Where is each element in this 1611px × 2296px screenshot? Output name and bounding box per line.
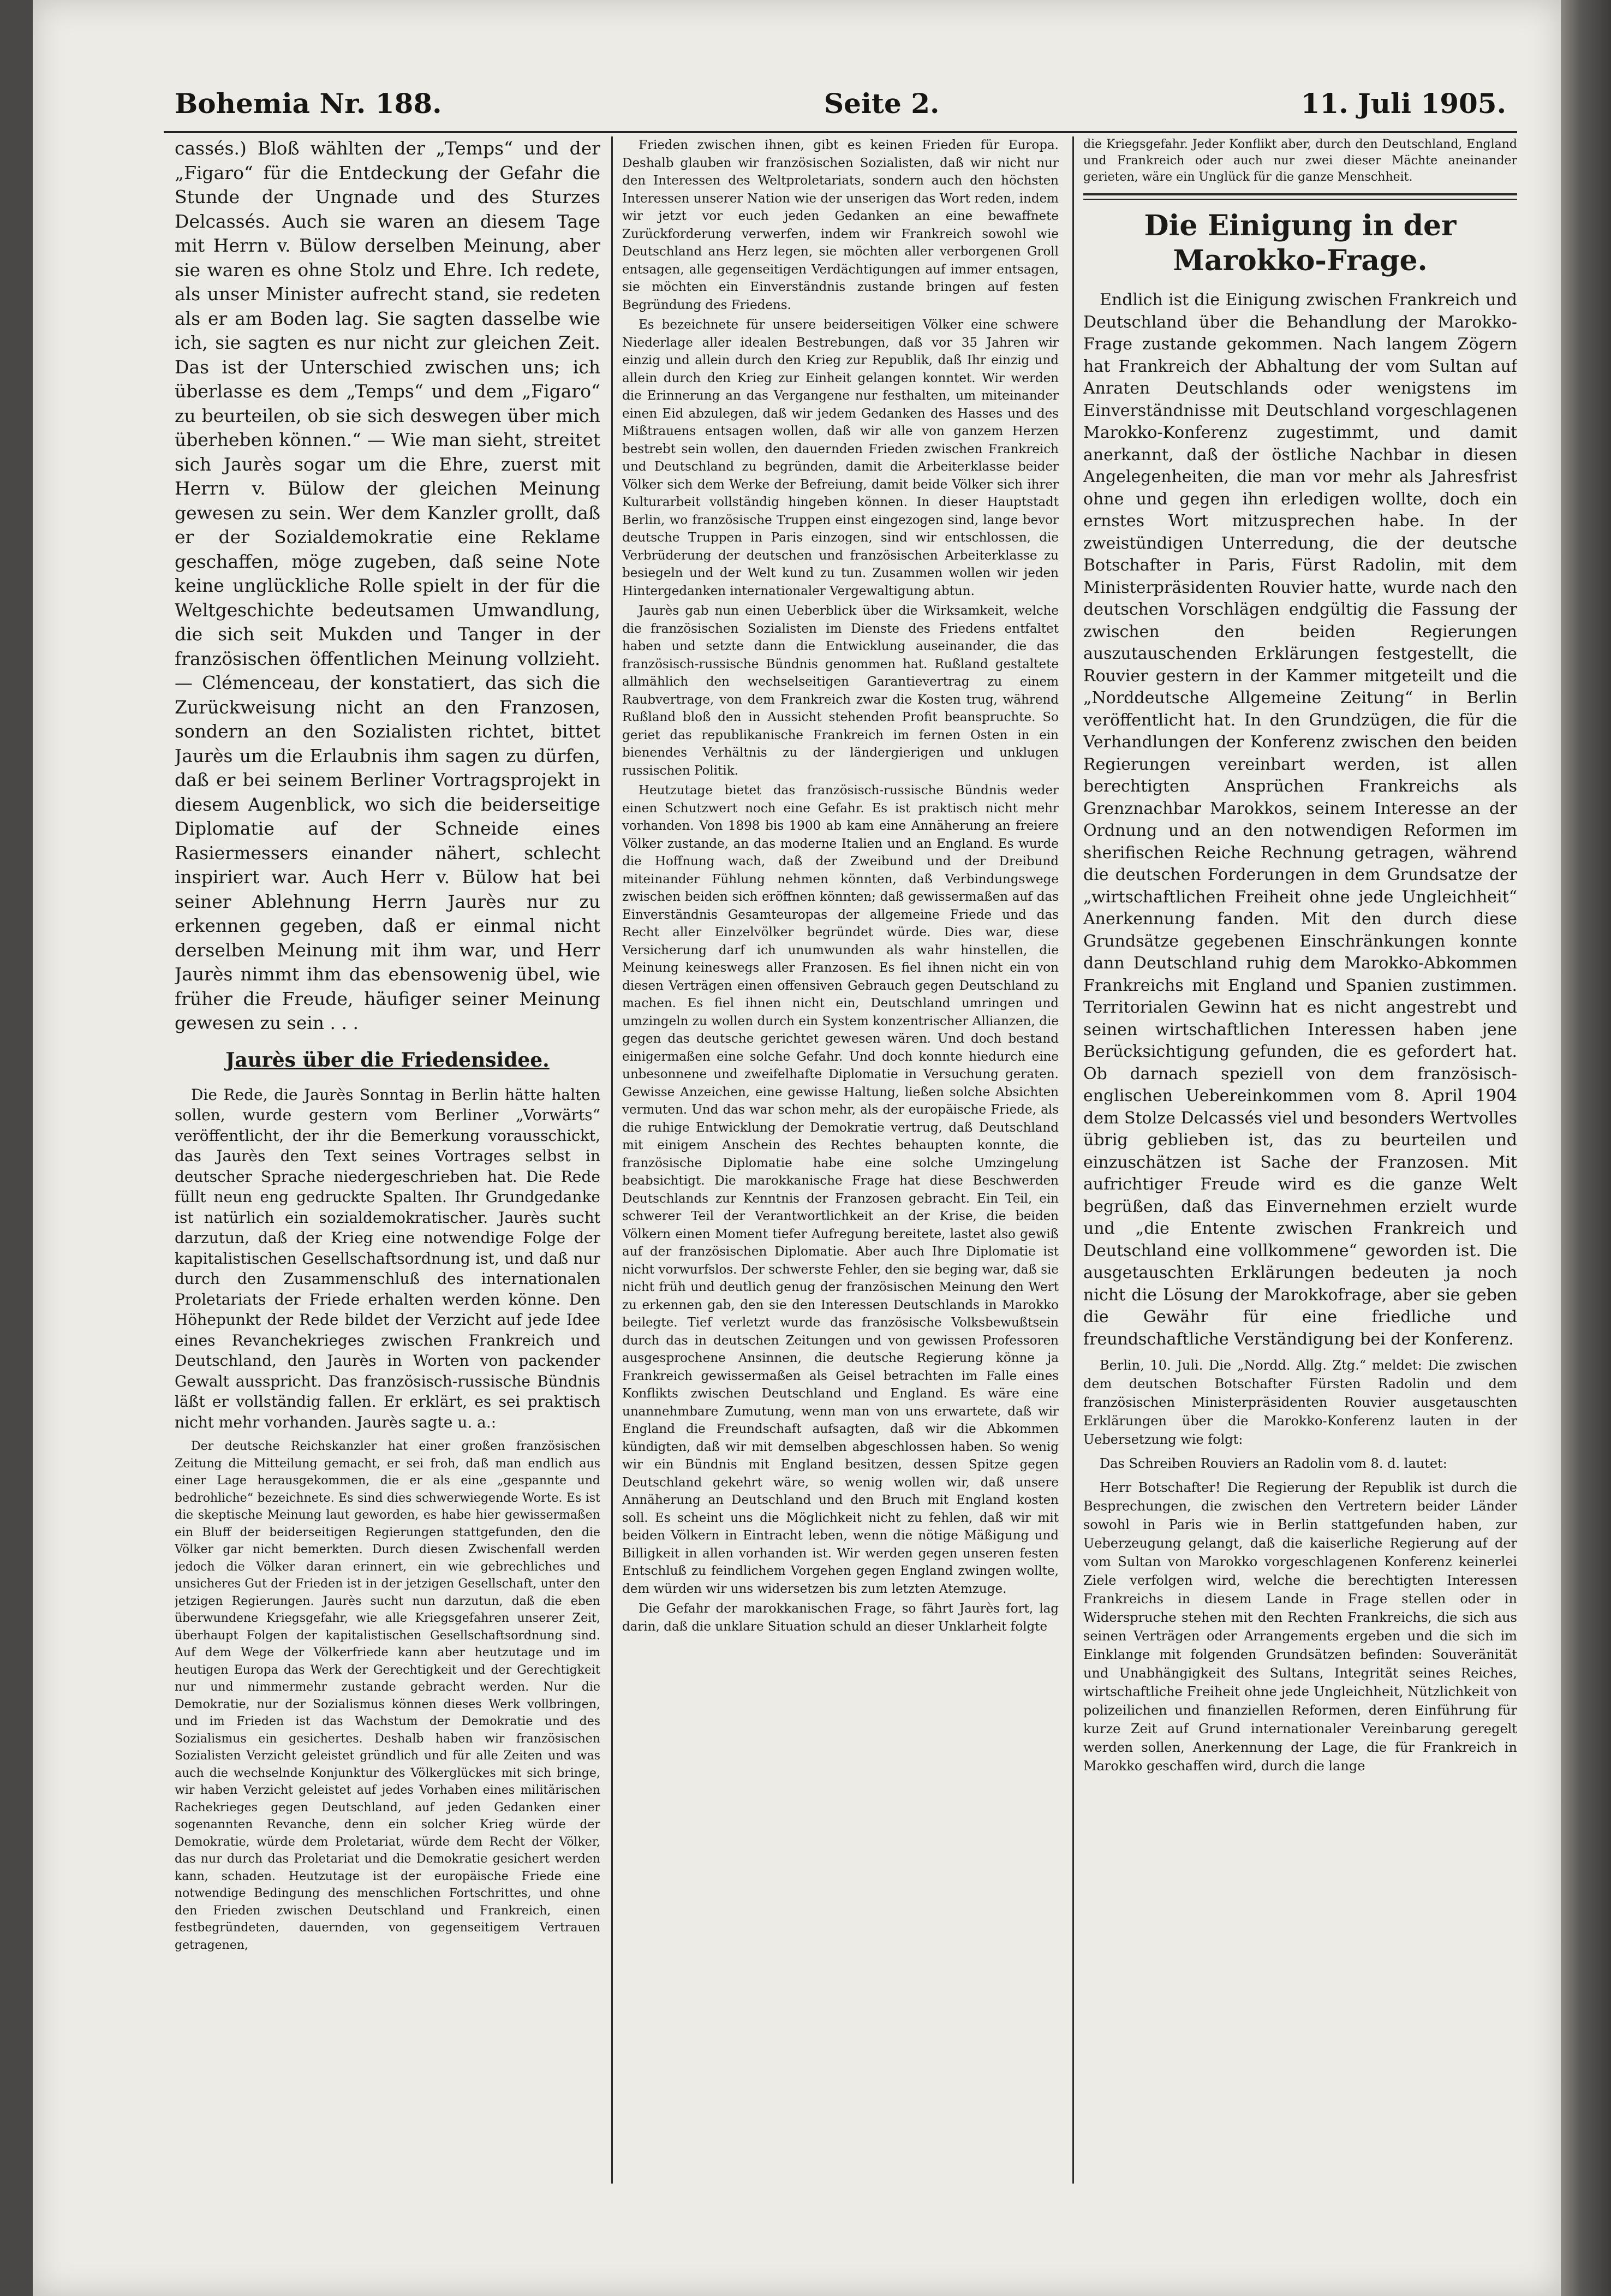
- page-edge-shadow: [1561, 0, 1611, 2296]
- paragraph: Frieden zwischen ihnen, gibt es keinen Frieden für Europa. Deshalb glauben wir französischen Sozialisten, daß wir nicht nur den Interessen des Weltproletariats, sondern auch den höchsten Interessen unserer Nation wie der unserigen das Wort reden, indem wir jetzt vor euch jeden Gedanken an eine bewaffnete Zurückforderung verwerfen, indem wir Frankreich sowohl wie Deutschland ans Herz legen, sie möchten aller verborgenen Groll entsagen, alle gegenseitigen Verdächtigungen auf immer entsagen, sie möchten ein Einverständnis zustande bringen auf festen Begründung des Friedens.: [622, 138, 1059, 312]
- paragraph: die Kriegsgefahr. Jeder Konflikt aber, durch den Deutschland, England und Frankreich oder auch nur zwei dieser Mächte aneinander gerieten, wäre ein Unglück für die ganze Menschheit.: [1083, 138, 1517, 184]
- article-continuation: [1083, 136, 1517, 186]
- paragraph: Jaurès gab nun einen Ueberblick über die Wirksamkeit, welche die französischen Sozialisten im Dienste des Friedens entfaltet haben und setzte dann die Entwicklung auseinander, die das französisch-russische Bündnis genommen hat. Rußland gestaltete allmählich den wechselseitigen Garantievertrag zu einem Raubvertrage, von dem Frankreich zwar die Kosten trug, während Rußland bloß den in Aussicht stehenden Profit beanspruchte. So geriet das republikanische Frankreich im fernen Osten in ein bienendes Verhältnis zu der ländergierigen und unklugen russischen Politik.: [622, 604, 1059, 778]
- issue-date: 11. Juli 1905.: [1300, 87, 1506, 120]
- column-rule-2: [1072, 136, 1074, 2184]
- column-1: [175, 136, 600, 2184]
- article-heading-jaures: Jaurès über die Friedensidee.: [225, 1048, 550, 1072]
- paragraph: Die Gefahr der marokkanischen Frage, so fährt Jaurès fort, lag darin, daß die unklare Situation schuld an dieser Unklarheit folgte: [622, 1602, 1059, 1634]
- page-header: [136, 82, 1517, 131]
- article-lead: [175, 1085, 600, 1433]
- issue-number: Bohemia Nr. 188.: [175, 87, 442, 120]
- speech-text: [175, 1438, 600, 1954]
- paragraph: Heutzutage bietet das französisch-russische Bündnis weder einen Schutzwert noch eine Gefahr. Es ist praktisch nicht mehr vorhanden. Von 1898 bis 1900 ab kam eine Annäherung an freiere Völker zustande, an das moderne Italien und an England. Es wurde die Hoffnung wach, daß der Zweibund und der Dreibund miteinander Fühlung nehmen könnten, daß Verbindungswege zwischen beiden sich eröffnen könnten; daß gewissermaßen auf das Einverständnis Gesamteuropas der allgemeine Friede und das Recht aller Einzelvölker begründet würde. Dies war, diese Versicherung darf ich unumwunden als wahr hinstellen, die Meinung keineswegs aller Franzosen. Es fiel ihnen nicht ein von diesen Verträgen einen offensiven Gebrauch gegen Deutschland zu machen. Es fiel ihnen nicht ein, Deutschland umringen und umzingeln zu wollen durch ein System konzentrischer Allianzen, die gegen das deutsche gerichtet gewesen wären. Und doch bestand einigermaßen eine solche Gefahr. Und doch konnte hiedurch eine unbesonnene und zweifelhafte Diplomatie in Versuchung geraten. Gewisse Anzeichen, eine gewisse Haltung, ließen solche Absichten vermuten. Und das war schon mehr, als der europäische Friede, als die ruhige Entwicklung der Demokratie vertrug, daß Deutschland mit einigem Anschein des Rechtes behaupten konnte, die französische Diplomatie habe eine solche Umzingelung beabsichtigt. Die marokkanische Frage hat diese Beschwerden Deutschlands zur Kenntnis der Franzosen gebracht. Ein Teil, ein schwerer Teil der Verantwortlichkeit an der Krise, die beiden Völkern einen Moment tiefer Aufregung bereitete, lastet also gewiß auf der französischen Diplomatie. Aber auch Ihre Diplomatie ist nicht vorwurfslos. Der schwerste Fehler, den sie beging war, daß sie nicht früh und deutlich genug der französischen Meinung den Wert zu erkennen gab, den sie den Interessen Deutschlands in Marokko beilegte. Tief verletzt wurde das französische Volksbewußtsein durch das in deutschen Zeitungen und von gewissen Professoren ausgesprochene Ansinnen, die deutsche Regierung könne ja Frankreich gewissermaßen als Geisel betrachten im Falle eines Konflikts zwischen Deutschland und England. Es wäre eine unannehmbare Zumutung, wenn man von uns erwartete, daß wir England die Freundschaft aufsagten, daß wir die Abkommen kündigten, daß wir mit demselben abgeschlossen haben. So wenig wir ein Bündnis mit England besitzen, dessen Spitze gegen Deutschland gekehrt wäre, so wenig wollen wir, daß unsere Annäherung an Deutschland und den Bruch mit England kosten soll. Es scheint uns die Möglichkeit nicht zu fehlen, daß wir mit beiden Völkern in Eintracht leben, wenn die nötige Mäßigung und Billigkeit in allen vorhanden ist. Wir werden gegen unseren festen Entschluß zu feindlichem Vorgehen gegen England zwingen wollte, dem würden wir uns widersetzen bis zum letzten Atemzuge.: [622, 783, 1059, 1596]
- paragraph: Der deutsche Reichskanzler hat einer großen französischen Zeitung die Mitteilung gemacht, er sei froh, daß man endlich aus einer Lage herausgekommen, die er als eine „gespannte und bedrohliche“ bezeichnete. Es sind dies schwerwiegende Worte. Es ist die skeptische Meinung laut geworden, es habe hier gewissermaßen ein Bluff der beiderseitigen Regierungen stattgefunden, den die Völker gar nicht bemerkten. Durch diesen Zwischenfall werden jedoch die Völker daran erinnert, ein wie gebrechliches und unsicheres Gut der Frieden ist in der jetzigen Gesellschaft, unter den jetzigen Regierungen. Jaurès sucht nun darzutun, daß die eben überwundene Kriegsgefahr, wie alle Kriegsgefahren unserer Zeit, überhaupt Folgen der kapitalistischen Gesellschaftsordnung sind. Auf dem Wege der Völkerfriede kann aber heutzutage und im heutigen Europa das Werk der Gerechtigkeit und der Gerechtigkeit nur und nimmermehr zustande gebracht werden. Nur die Demokratie, nur der Sozialismus können dieses Werk vollbringen, und im Frieden ist das Wachstum der Demokratie und des Sozialismus ein gesichertes. Deshalb haben wir französischen Sozialisten Verzicht geleistet gründlich und für alle Zeiten und was auch die wechselnde Konjunktur des Völkerglückes mit sich bringe, wir haben Verzicht geleistet auf jedes Vorhaben eines militärischen Rachekrieges gegen Deutschland, auf jeden Gedanken einer sogenannten Revanche, denn ein solcher Krieg würde der Demokratie, würde dem Proletariat, würde dem Recht der Völker, das nur durch das Proletariat und die Demokratie gesichert werden kann, schaden. Heutzutage ist der europäische Friede eine notwendige Bedingung des menschlichen Fortschrittes, und ohne den Frieden zwischen Deutschland und Frankreich, einen festbegründeten, dauernden, von gegenseitigem Vertrauen getragenen,: [175, 1440, 600, 1952]
- paragraph: Endlich ist die Einigung zwischen Frankreich und Deutschland über die Behandlung der Marokko-Frage zustande gekommen. Nach langem Zögern hat Frankreich der Abhaltung der vom Sultan auf Anraten Deutschlands oder wenigstens im Einverständnisse mit Deutschland vorgeschlagenen Marokko-Konferenz zugestimmt, und damit anerkannt, daß der östliche Nachbar in diesen Angelegenheiten, die man vor mehr als Jahresfrist ohne und gegen ihn erledigen wollte, doch ein ernstes Wort mitzusprechen habe. In der zweistündigen Unterredung, die der deutsche Botschafter in Paris, Fürst Radolin, mit dem Ministerpräsidenten Rouvier hatte, wurde nach den deutschen Vorschlägen endgültig die Fassung der zwischen den beiden Regierungen auszutauschenden Erklärungen festgestellt, die Rouvier gestern in der Kammer mitgeteilt und die „Norddeutsche Allgemeine Zeitung“ in Berlin veröffentlicht hat. In den Grundzügen, die für die Verhandlungen der Konferenz zwischen den beiden Regierungen vereinbart werden, ist allen berechtigten Ansprüchen Frankreichs als Grenznachbar Marokkos, seinem Interesse an der Ordnung und an den notwendigen Reformen im sherifischen Reiche Rechnung getragen, während die deutschen Forderungen in dem Grundsatze der „wirtschaftlichen Freiheit ohne jede Ungleichheit“ Anerkennung fanden. Mit den durch diese Grundsätze gegebenen Einschränkungen konnte dann Deutschland ruhig dem Marokko-Abkommen Frankreichs mit England und Spanien zustimmen. Territorialen Gewinn hat es nicht angestrebt und seinen wirtschaftlichen Interessen haben jene Berücksichtigung gefunden, die es gefordert hat. Ob darnach speziell von dem französisch-englischen Uebereinkommen vom 8. April 1904 dem Stolze Delcassés viel und besonders Wertvolles übrig geblieben ist, das zu beurteilen und einzuschätzen ist Sache der Franzosen. Mit aufrichtiger Freude wird es die ganze Welt begrüßen, daß das Einvernehmen erzielt wurde und „die Entente zwischen Frankreich und Deutschland eine vollkommene“ geworden ist. Die ausgetauschten Erklärungen bedeuten ja noch nicht die Lösung der Marokkofrage, aber sie geben die Gewähr für eine friedliche und freundschaftliche Verständigung bei der Konferenz.: [1083, 290, 1517, 1349]
- header-rule: [164, 131, 1517, 133]
- paragraph: Herr Botschafter! Die Regierung der Republik ist durch die Besprechungen, die zwischen den Vertretern beider Länder sowohl in Paris wie in Berlin stattgefunden haben, zur Ueberzeugung gelangt, daß die kaiserliche Regierung auf der vom Sultan von Marokko vorgeschlagenen Konferenz keinerlei Ziele verfolgen wird, welche die berechtigten Interessen Frankreichs in diesem Lande in Frage stellen oder in Widerspruche stehen mit den Rechten Frankreichs, die sich aus seinen Verträgen oder Arrangements ergeben und die sich im Einklange mit folgenden Grundsätzen befinden: Souveränität und Unabhängigkeit des Sultans, Integrität seines Reiches, wirtschaftliche Freiheit ohne jede Ungleichheit, Nützlichkeit von polizeilichen und finanziellen Reformen, deren Einführung für kurze Zeit auf Grund internationaler Vereinbarung geregelt werden sollen, Anerkennung der Lage, die für Frankreich in Marokko geschaffen wird, durch die lange: [1083, 1480, 1517, 1774]
- paragraph: Es bezeichnete für unsere beiderseitigen Völker eine schwere Niederlage aller idealen Bestrebungen, daß vor 35 Jahren wir einzig und allein durch den Krieg zur Republik, daß Ihr einzig und allein durch den Krieg zur Einheit gelangen konntet. Wir werden die Erinnerung an das Vergangene nur festhalten, um miteinander einen Eid abzulegen, daß wir jedem Gedanken des Hasses und des Mißtrauens entsagen wollen, daß wir alle von ganzem Herzen bestrebt sein wollen, den dauernden Frieden zwischen Frankreich und Deutschland zu begründen, damit die Arbeiterklasse beider Völker sich dem Werke der Befreiung, damit beide Völker sich ihrer Kulturarbeit vollständig hingeben können. In dieser Hauptstadt Berlin, wo französische Truppen einst eingezogen sind, lange bevor deutsche Truppen in Paris einzogen, sind wir entschlossen, die Verbrüderung der deutschen und französischen Arbeiterklasse zu besiegeln und der Welt kund zu tun. Zusammen wollen wir jeden Hintergedanken internationaler Vergewaltigung abtun.: [622, 318, 1059, 598]
- column-3: [1083, 136, 1517, 2184]
- paragraph: Berlin, 10. Juli. Die „Nordd. Allg. Ztg.“ meldet: Die zwischen dem deutschen Botschafter Fürsten Radolin und dem französischen Ministerpräsidenten Rouvier ausgetauschten Erklärungen über die Marokko-Konferenz lauten in der Uebersetzung wie folgt:: [1083, 1358, 1517, 1447]
- article-continuation: [175, 136, 600, 1036]
- article-heading-marokko: Die Einigung in der Marokko-Frage.: [1144, 209, 1457, 277]
- paragraph: Die Rede, die Jaurès Sonntag in Berlin hätte halten sollen, wurde gestern vom Berliner „Vorwärts“ veröffentlicht, der ihr die Bemerkung vorausschickt, das Jaurès den Text seines Vortrages selbst in deutscher Sprache niedergeschrieben hat. Die Rede füllt neun eng gedruckte Spalten. Ihr Grundgedanke ist natürlich ein sozialdemokratischer. Jaurès sucht darzutun, daß der Krieg eine notwendige Folge der kapitalistischen Gesellschaftsordnung ist, und daß nur durch den Zusammenschluß des internationalen Proletariats der Friede erhalten werden könne. Den Höhepunkt der Rede bildet der Verzicht auf jede Idee eines Revanchekrieges zwischen Frankreich und Deutschland, den Jaurès in Worten von packender Gewalt ausspricht. Das französisch-russische Bündnis läßt er vollständig fallen. Er erklärt, es sei praktisch nicht mehr vorhanden. Jaurès sagte u. a.:: [175, 1085, 600, 1431]
- paragraph: cassés.) Bloß wählten der „Temps“ und der „Figaro“ für die Entdeckung der Gefahr die Stunde der Ungnade und des Sturzes Delcassés. Auch sie waren an diesem Tage mit Herrn v. Bülow derselben Meinung, aber sie waren es ohne Stolz und Ehre. Ich redete, als unser Minister aufrecht stand, sie redeten als er am Boden lag. Sie sagten dasselbe wie ich, sie sagten es nur nicht zur gleichen Zeit. Das ist der Unterschied zwischen uns; ich überlasse es dem „Temps“ und dem „Figaro“ zu beurteilen, ob sie sich deswegen über mich überheben können.“ — Wie man sieht, streitet sich Jaurès sogar um die Ehre, zuerst mit Herrn v. Bülow der gleichen Meinung gewesen zu sein. Wer dem Kanzler grollt, daß er der Sozialdemokratie eine Reklame geschaffen, möge zugeben, daß seine Note keine unglückliche Rolle spielt in der für die Weltgeschichte bedeutsamen Umwandlung, die sich seit Mukden und Tanger in der französischen öffentlichen Meinung vollzieht. — Clémenceau, der konstatiert, das sich die Zurückweisung nicht an den Franzosen, sondern an den Sozialisten richtet, bittet Jaurès um die Erlaubnis ihm sagen zu dürfen, daß er bei seinem Berliner Vortragsprojekt in diesem Augenblick, wo sich die beiderseitige Diplomatie auf der Schneide eines Rasiermessers einander nähert, schlecht inspiriert war. Auch Herr v. Bülow hat bei seiner Ablehnung Herrn Jaurès nur zu erkennen gegeben, daß er einmal nicht derselben Meinung mit ihm war, und Herr Jaurès nimmt ihm das ebensowenig übel, wie früher die Freude, häufiger seiner Meinung gewesen zu sein . . .: [175, 138, 600, 1033]
- section-rule: [1083, 193, 1517, 200]
- paragraph: Das Schreiben Rouviers an Radolin vom 8. d. lautet:: [1100, 1456, 1447, 1471]
- page-number: Seite 2.: [824, 87, 940, 120]
- column-2: [622, 136, 1059, 2184]
- column-rule-1: [611, 136, 613, 2184]
- article-body: [1083, 289, 1517, 1351]
- news-dispatch: [1083, 1356, 1517, 1775]
